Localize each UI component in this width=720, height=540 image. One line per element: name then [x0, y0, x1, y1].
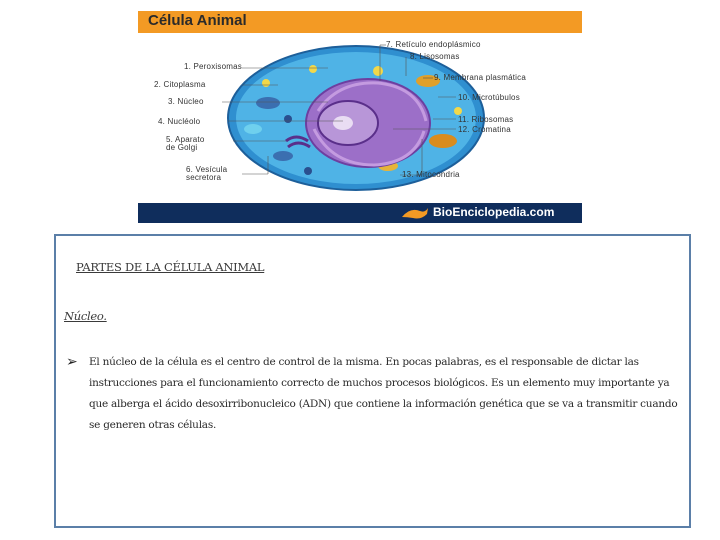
arrow-bullet-icon: ➢: [66, 354, 78, 370]
subheading-nucleo: Núcleo.: [64, 309, 107, 323]
label-vesicula: 6. Vesícula: [186, 165, 228, 174]
label-citoplasma: 2. Citoplasma: [154, 80, 206, 89]
label-cromatina: 12. Cromatina: [458, 125, 511, 134]
label-nucleo: 3. Núcleo: [168, 97, 204, 106]
label-nucleolo: 4. Nucléolo: [158, 117, 201, 126]
footer-logo-text: BioEnciclopedia.com: [433, 205, 555, 219]
label-lisosomas: 8. Lisosomas: [410, 52, 460, 61]
figure-title: Célula Animal: [148, 12, 247, 29]
label-mitocondria: 13. Mitocondria: [402, 170, 460, 179]
label-ribosomas: 11. Ribosomas: [458, 115, 514, 124]
label-membrana: 9. Membrana plasmática: [434, 73, 526, 82]
label-reticulo: 7. Retículo endoplásmico: [386, 40, 481, 49]
figure-footer: [138, 203, 582, 223]
animal-cell-illustration: [138, 11, 582, 223]
nucleus-paragraph: El núcleo de la célula es el centro de control de la misma. En pocas palabras, es el responsable de dictar las instrucciones para el funcionamiento correcto de muchos procesos biológicos. Es un elemento muy importante ya que alberga el ácido desoxirribonucleico (ADN) que contiene la información genética que se va a transmitir cuando se generen otras células.: [89, 356, 678, 431]
label-golgi: de Golgi: [166, 143, 198, 152]
label-secretora: secretora: [186, 173, 222, 182]
label-aparato: 5. Aparato: [166, 135, 205, 144]
label-microtubulos: 10. Microtúbulos: [458, 93, 520, 102]
label-peroxisomas: 1. Peroxisomas: [184, 62, 242, 71]
animal-cell-figure: [138, 11, 582, 223]
section-title: PARTES DE LA CÉLULA ANIMAL: [76, 260, 265, 274]
text-box: [54, 234, 691, 528]
bioenciclopedia-logo-icon: [400, 206, 430, 220]
